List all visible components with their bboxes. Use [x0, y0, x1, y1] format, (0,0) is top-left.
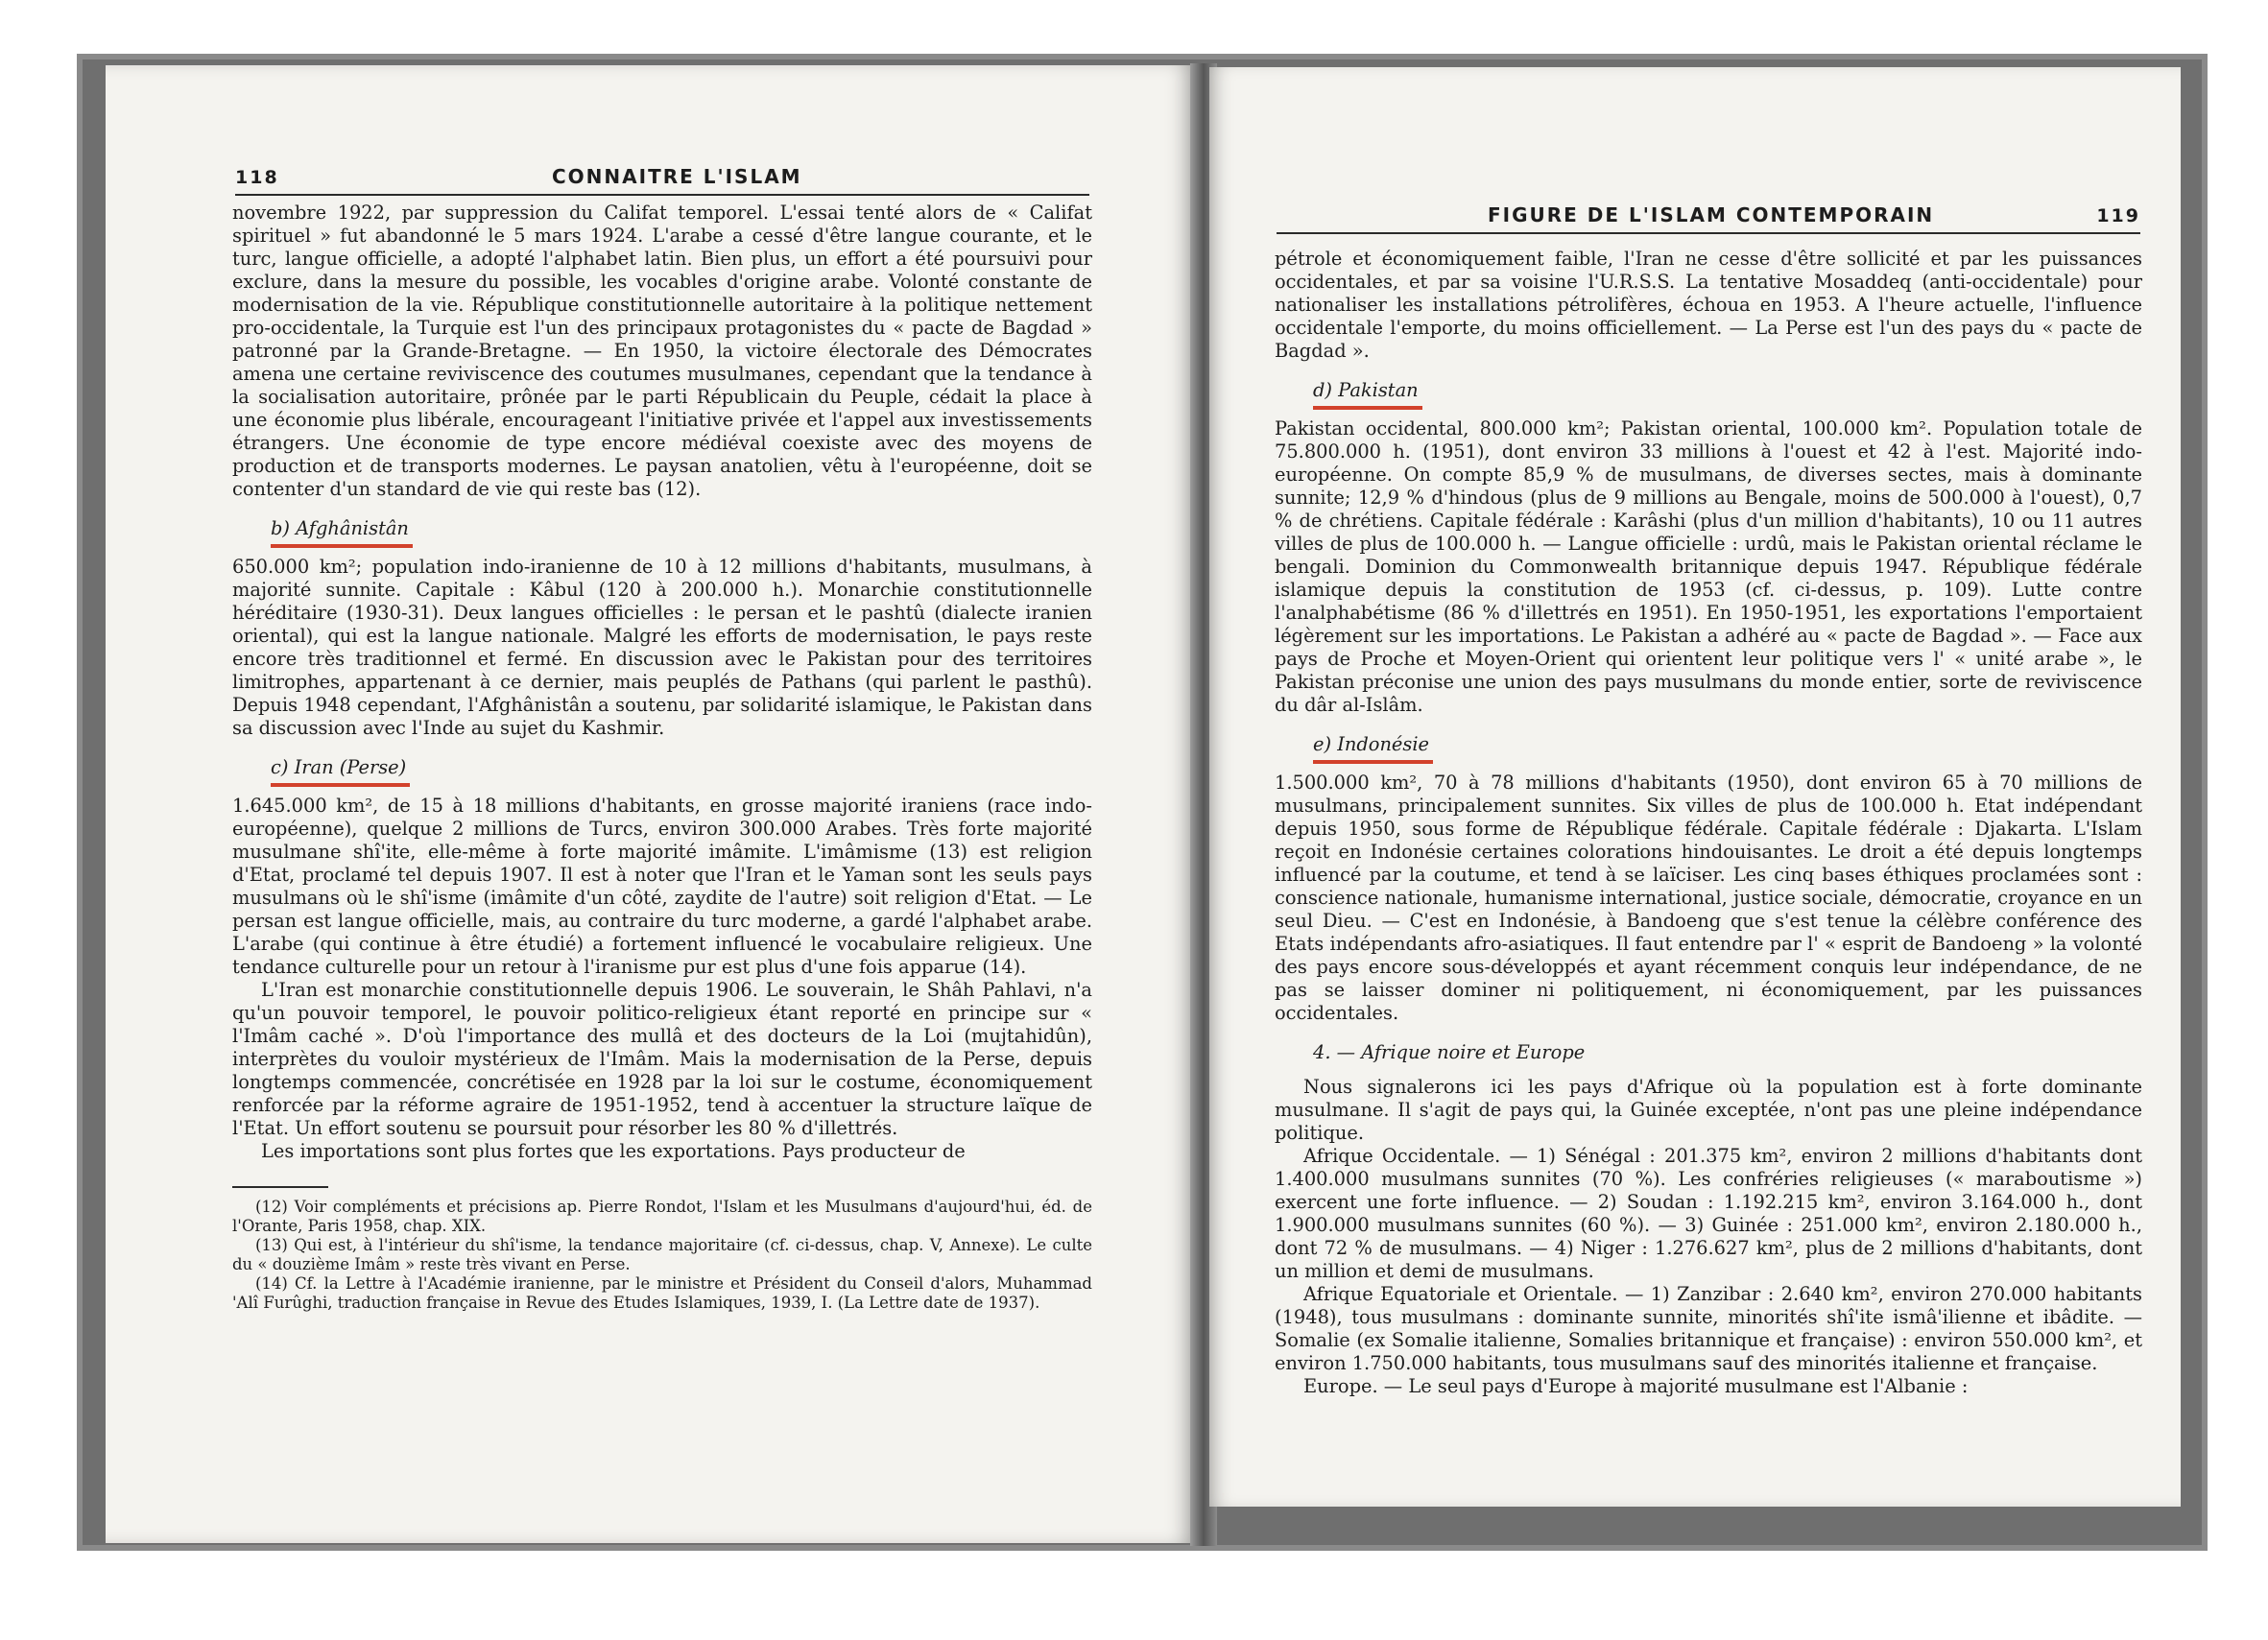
page-number: 118 — [235, 167, 279, 188]
footnote-14: (14) Cf. la Lettre à l'Académie iranienne, par le ministre et Président du Conseil d'alors, Muhammad 'Alî Furûghi, traduction française in Revue des Etudes Islamiques, 1939, I. (La Lettre date de 1937). — [232, 1274, 1092, 1312]
left-body — [232, 202, 1092, 1313]
left-page — [106, 65, 1196, 1543]
paragraph-indonesie: 1.500.000 km², 70 à 78 millions d'habitants (1950), dont environ 65 à 70 millions de musulmans, principalement sunnites. Six villes de plus de 100.000 h. Etat indépendant depuis 1950, sous forme de République fédérale. Capitale fédérale : Djakarta. L'Islam reçoit en Indonésie certaines colorations hindouisantes. Le droit a été depuis longtemps influencé par la coutume, et tend à se laïciser. Les cinq bases éthiques proclamées sont : conscience nationale, humanisme international, justice sociale, démocratie, croyance en un seul Dieu. — C'est en Indonésie, à Bandoeng que s'est tenue la célèbre conférence des Etats indépendants afro-asiatiques. Il faut entendre par l' « esprit de Bandoeng » la volonté des pays encore sous-développés et ayant récemment conquis leur indépendance, de ne pas se laisser dominer ni politiquement, ni économiquement, par les puissances occidentales. — [1275, 772, 2142, 1024]
running-title: FIGURE DE L'ISLAM CONTEMPORAIN — [1488, 203, 1935, 226]
paragraph-turquie: novembre 1922, par suppression du Califat temporel. L'essai tenté alors de « Califat spirituel » fut abandonné le 5 mars 1924. L'arabe a cessé d'être langue courante, et le turc, langue officielle, a adopté l'alphabet latin. Bien plus, un effort a été poursuivi pour exclure, dans la mesure du possible, les vocables d'origine arabe. Volonté constante de modernisation de la vie. République constitutionnelle autoritaire à la politique nettement pro-occidentale, la Turquie est l'un des principaux protagonistes du « pacte de Bagdad » patronné par la Grande-Bretagne. — En 1950, la victoire électorale des Démocrates amena une certaine reviviscence des coutumes musulmanes, cependant que la tendance à la socialisation autoritaire, prônée par le parti Républicain du Peuple, cédait la place à une économie plus libérale, encourageant l'initiative privée et l'appel aux investissements étrangers. Une économie de type encore médiéval coexiste avec des moyens de production et de transports modernes. Le paysan anatolien, vêtu à l'européenne, doit se contenter d'un standard de vie qui reste bas (12). — [232, 202, 1092, 500]
right-page — [1209, 67, 2181, 1507]
footnote-rule — [232, 1186, 328, 1188]
paragraph-iran-1: 1.645.000 km², de 15 à 18 millions d'habitants, en grosse majorité iraniens (race indo-européenne), quelque 2 millions de Turcs, environ 300.000 Arabes. Très forte majorité musulmane shî'ite, elle-même à forte majorité imâmite. L'imâmisme (13) est religion d'Etat, proclamé tel depuis 1907. Il est à noter que l'Iran et le Yaman sont les seuls pays musulmans où le shî'isme (imâmite d'un côté, zaydite de l'autre) soit religion d'Etat. — Le persan est langue officielle, mais, au contraire du turc moderne, a gardé l'alphabet arabe. L'arabe (qui continue à être étudié) a fortement influencé le vocabulaire religieux. Une tendance culturelle pour un retour à l'iranisme pur est plus d'une fois apparue (14). — [232, 795, 1092, 978]
paragraph-afrique-orientale: Afrique Equatoriale et Orientale. — 1) Zanzibar : 2.640 km², environ 270.000 habitants (1948), tous musulmans : dominante sunnite, minorités shî'ite ismâ'ilienne et ibâdite. — Somalie (ex Somalie italienne, Somalies britannique et française) : environ 550.000 km², et environ 1.750.000 habitants, tous musulmans sauf des minorités italienne et française. — [1275, 1283, 2142, 1374]
footnote-13: (13) Qui est, à l'intérieur du shî'isme, la tendance majoritaire (cf. ci-dessus, chap. V, Annexe). Le culte du « douzième Imâm » reste très vivant en Perse. — [232, 1236, 1092, 1273]
paragraph-europe: Europe. — Le seul pays d'Europe à majorité musulmane est l'Albanie : — [1303, 1375, 1969, 1397]
paragraph-pakistan: Pakistan occidental, 800.000 km²; Pakistan oriental, 100.000 km². Population totale de 75.800.000 h. (1951), dont environ 33 millions à l'ouest et 42 à l'est. Majorité indo-européenne. On compte 85,9 % de musulmans, de diverses sectes, mais à dominante sunnite; 12,9 % d'hindous (plus de 9 millions au Bengale, moins de 500.000 à l'ouest), 0,7 % de chrétiens. Capitale fédérale : Karâshi (plus d'un million d'habitants), 10 ou 11 autres villes de plus de 100.000 h. — Langue officielle : urdû, mais le Pakistan oriental réclame le bengali. Dominion du Commonwealth britannique depuis 1947. République fédérale islamique depuis la constitution de 1953 (cf. ci-dessus, p. 109). Lutte contre l'analphabétisme (86 % d'illettrés en 1951). En 1950-1951, les exportations l'emportaient légèrement sur les importations. Le Pakistan a adhéré au « pacte de Bagdad ». — Face aux pays de Proche et Moyen-Orient qui orientent leur politique vers l' « unité arabe », le Pakistan préconise une union des pays musulmans du monde entier, sorte de reviviscence du dâr al-Islâm. — [1275, 417, 2142, 716]
paragraph-iran-suite: pétrole et économiquement faible, l'Iran ne cesse d'être sollicité et par les puissances occidentales, et par sa voisine l'U.R.S.S. La tentative Mosaddeq (anti-occidentale) pour nationaliser les installations pétrolifères, échoua en 1953. A l'heure actuelle, l'influence occidentale l'emporte, du moins officiellement. — La Perse est l'un des pays du « pacte de Bagdad ». — [1275, 248, 2142, 362]
section-heading-afrique: 4. — Afrique noire et Europe — [1313, 1041, 1586, 1063]
footnotes — [232, 1198, 1092, 1313]
section-heading-afghanistan: b) Afghânistân — [271, 515, 1092, 548]
running-title: CONNAITRE L'ISLAM — [552, 165, 802, 188]
paragraph-afrique-occidentale: Afrique Occidentale. — 1) Sénégal : 201.375 km², environ 2 millions d'habitants dont 1.400.000 musulmans sunnites (70 %). Les confréries religieuses (« maraboutisme ») exercent une forte influence. — 2) Soudan : 1.192.215 km², environ 3.164.000 h., dont 1.900.000 musulmans sunnites (60 %). — 3) Guinée : 251.000 km², environ 2.180.000 h., dont 72 % de musulmans. — 4) Niger : 1.276.627 km², plus de 2 millions d'habitants, dont un million et demi de musulmans. — [1275, 1145, 2142, 1282]
section-heading-indonesie: e) Indonésie — [1313, 731, 2142, 764]
section-heading-pakistan: d) Pakistan — [1313, 377, 2142, 410]
paragraph-afghanistan: 650.000 km²; population indo-iranienne de 10 à 12 millions d'habitants, musulmans, à majorité sunnite. Capitale : Kâbul (120 à 200.000 h.). Monarchie constitutionnelle héréditaire (1930-31). Deux langues officielles : le persan et le pashtû (dialecte iranien oriental), qui est la langue nationale. Malgré les efforts de modernisation, le pays reste encore très traditionnel et fermé. En discussion avec le Pakistan pour des territoires limitrophes, appartenant à ce dernier, mais peuplés de Pathans (qui parlent le pasthû). Depuis 1948 cependant, l'Afghânistân a soutenu, par solidarité islamique, le Pakistan dans sa discussion avec l'Inde au sujet du Kashmir. — [232, 556, 1092, 739]
paragraph-iran-2: L'Iran est monarchie constitutionnelle depuis 1906. Le souverain, le Shâh Pahlavi, n'a qu'un pouvoir temporel, le pouvoir politico-religieux étant reporté en principe sur « l'Imâm caché ». D'où l'importance des mullâ et des docteurs de la Loi (mujtahidûn), interprètes du vouloir mystérieux de l'Imâm. Mais la modernisation de la Perse, depuis longtemps commencée, concrétisée en 1928 par la loi sur le costume, économiquement renforcée par la réforme agraire de 1951-1952, tend à accentuer la structure laïque de l'Etat. Un effort soutenu se poursuit pour résorber les 80 % d'illettrés. — [232, 979, 1092, 1139]
book-spread — [77, 54, 2208, 1551]
paragraph-afrique-intro: Nous signalerons ici les pays d'Afrique où la population est à forte dominante musulmane. Il s'agit de pays qui, la Guinée exceptée, n'ont pas une pleine indépendance politique. — [1275, 1076, 2142, 1144]
paragraph-iran-3: Les importations sont plus fortes que les exportations. Pays producteur de — [261, 1140, 966, 1162]
page-number: 119 — [2096, 205, 2140, 226]
footnote-12: (12) Voir compléments et précisions ap. Pierre Rondot, l'Islam et les Musulmans d'aujourd'hui, éd. de l'Orante, Paris 1958, chap. XIX. — [232, 1198, 1092, 1235]
section-heading-iran: c) Iran (Perse) — [271, 754, 1092, 787]
right-body — [1275, 248, 2142, 1398]
running-head-right — [1277, 200, 2140, 234]
running-head-left — [235, 161, 1089, 196]
